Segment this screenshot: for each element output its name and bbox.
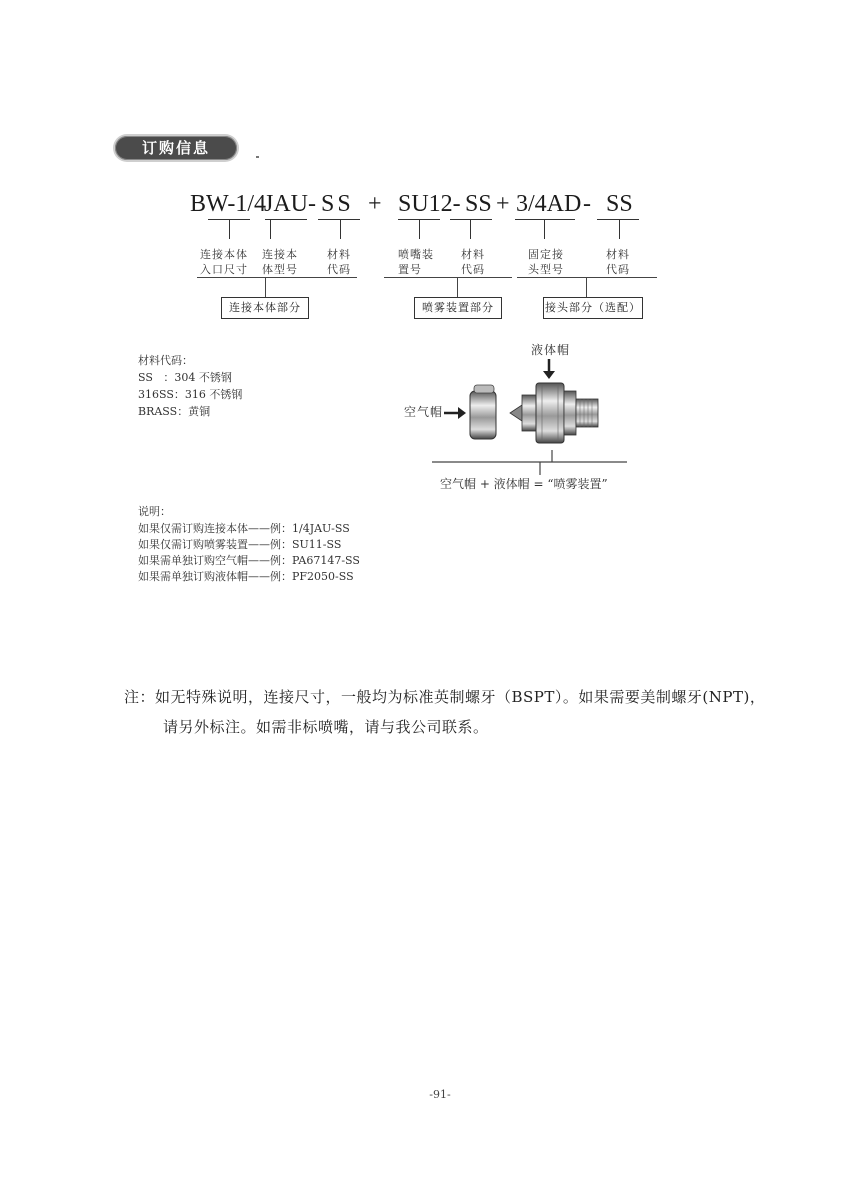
figure-caption: 空气帽 + 液体帽 = “喷雾装置” <box>440 477 608 491</box>
arrow-right-icon <box>444 407 466 419</box>
code-ss-1: SS <box>321 191 354 217</box>
code-ss-2: SS <box>465 191 492 217</box>
code-plus-1: + <box>368 191 382 217</box>
tick-material-2 <box>470 219 471 239</box>
liquid-cap-label: 液体帽 <box>531 343 571 357</box>
combine-bracket <box>432 450 627 475</box>
page-number: -91- <box>429 1088 451 1101</box>
group-drop-body <box>265 277 266 297</box>
label-material-1: 材料 代码 <box>327 248 351 276</box>
group-line-body <box>197 277 357 278</box>
tick-inlet <box>229 219 230 239</box>
spray-setup-illustration <box>430 355 630 495</box>
code-ss-3: SS <box>606 191 633 217</box>
label-material-3: 材料 代码 <box>606 248 630 276</box>
code-ad: 3/4AD <box>516 191 582 217</box>
code-plus-2: + <box>496 191 510 217</box>
box-nozzle-part: 喷雾装置部分 <box>414 297 502 319</box>
code-jau: JAU- <box>264 191 316 217</box>
group-line-nozzle <box>384 277 512 278</box>
group-drop-nozzle <box>457 277 458 297</box>
label-material-2: 材料 代码 <box>461 248 485 276</box>
footnote-line-2: 请另外标注。如需非标喷嘴，请与我公司联系。 <box>163 718 489 736</box>
tick-nozzle <box>419 219 420 239</box>
note-item-3: 如果需单独订购空气帽——例：PA67147-SS <box>138 554 360 567</box>
box-body-part: 连接本体部分 <box>221 297 309 319</box>
note-item-2: 如果仅需订购喷雾装置——例：SU11-SS <box>138 538 342 551</box>
note-item-1: 如果仅需订购连接本体——例：1/4JAU-SS <box>138 522 350 535</box>
arrow-down-icon <box>543 359 555 379</box>
air-cap-part <box>470 385 496 439</box>
label-inlet-size: 连接本体 入口尺寸 <box>200 248 248 276</box>
label-body-model: 连接本 体型号 <box>262 248 298 276</box>
tick-material-3 <box>619 219 620 239</box>
note-item-4: 如果需单独订购液体帽——例：PF2050-SS <box>138 570 354 583</box>
code-bw: BW-1/4 <box>190 191 266 217</box>
material-code-brass: BRASS：黄铜 <box>138 405 211 418</box>
material-code-ss: SS ：304 不锈钢 <box>138 371 232 384</box>
footnote-line-1: 注：如无特殊说明，连接尺寸，一般均为标准英制螺牙（BSPT）。如果需要美制螺牙(NPT)， <box>124 688 766 706</box>
code-su12: SU12- <box>398 191 461 217</box>
tick-fitting <box>544 219 545 239</box>
underline-material-1 <box>318 219 360 220</box>
air-cap-label: 空气帽 <box>404 405 444 419</box>
label-fitting-model: 固定接 头型号 <box>528 248 564 276</box>
liquid-cap-part <box>510 383 598 443</box>
material-code-316ss: 316SS：316 不锈钢 <box>138 388 243 401</box>
section-title-badge: 订购信息 <box>115 136 237 160</box>
scan-speck <box>256 156 259 158</box>
notes-title: 说明： <box>138 505 171 518</box>
material-codes-title: 材料代码： <box>138 354 193 367</box>
code-dash: - <box>583 191 591 217</box>
tick-material-1 <box>340 219 341 239</box>
label-nozzle-model: 喷嘴装 置号 <box>398 248 434 276</box>
group-drop-fitting <box>586 277 587 297</box>
tick-body <box>270 219 271 239</box>
underline-material-3 <box>597 219 639 220</box>
box-fitting-part: 接头部分（选配） <box>543 297 643 319</box>
